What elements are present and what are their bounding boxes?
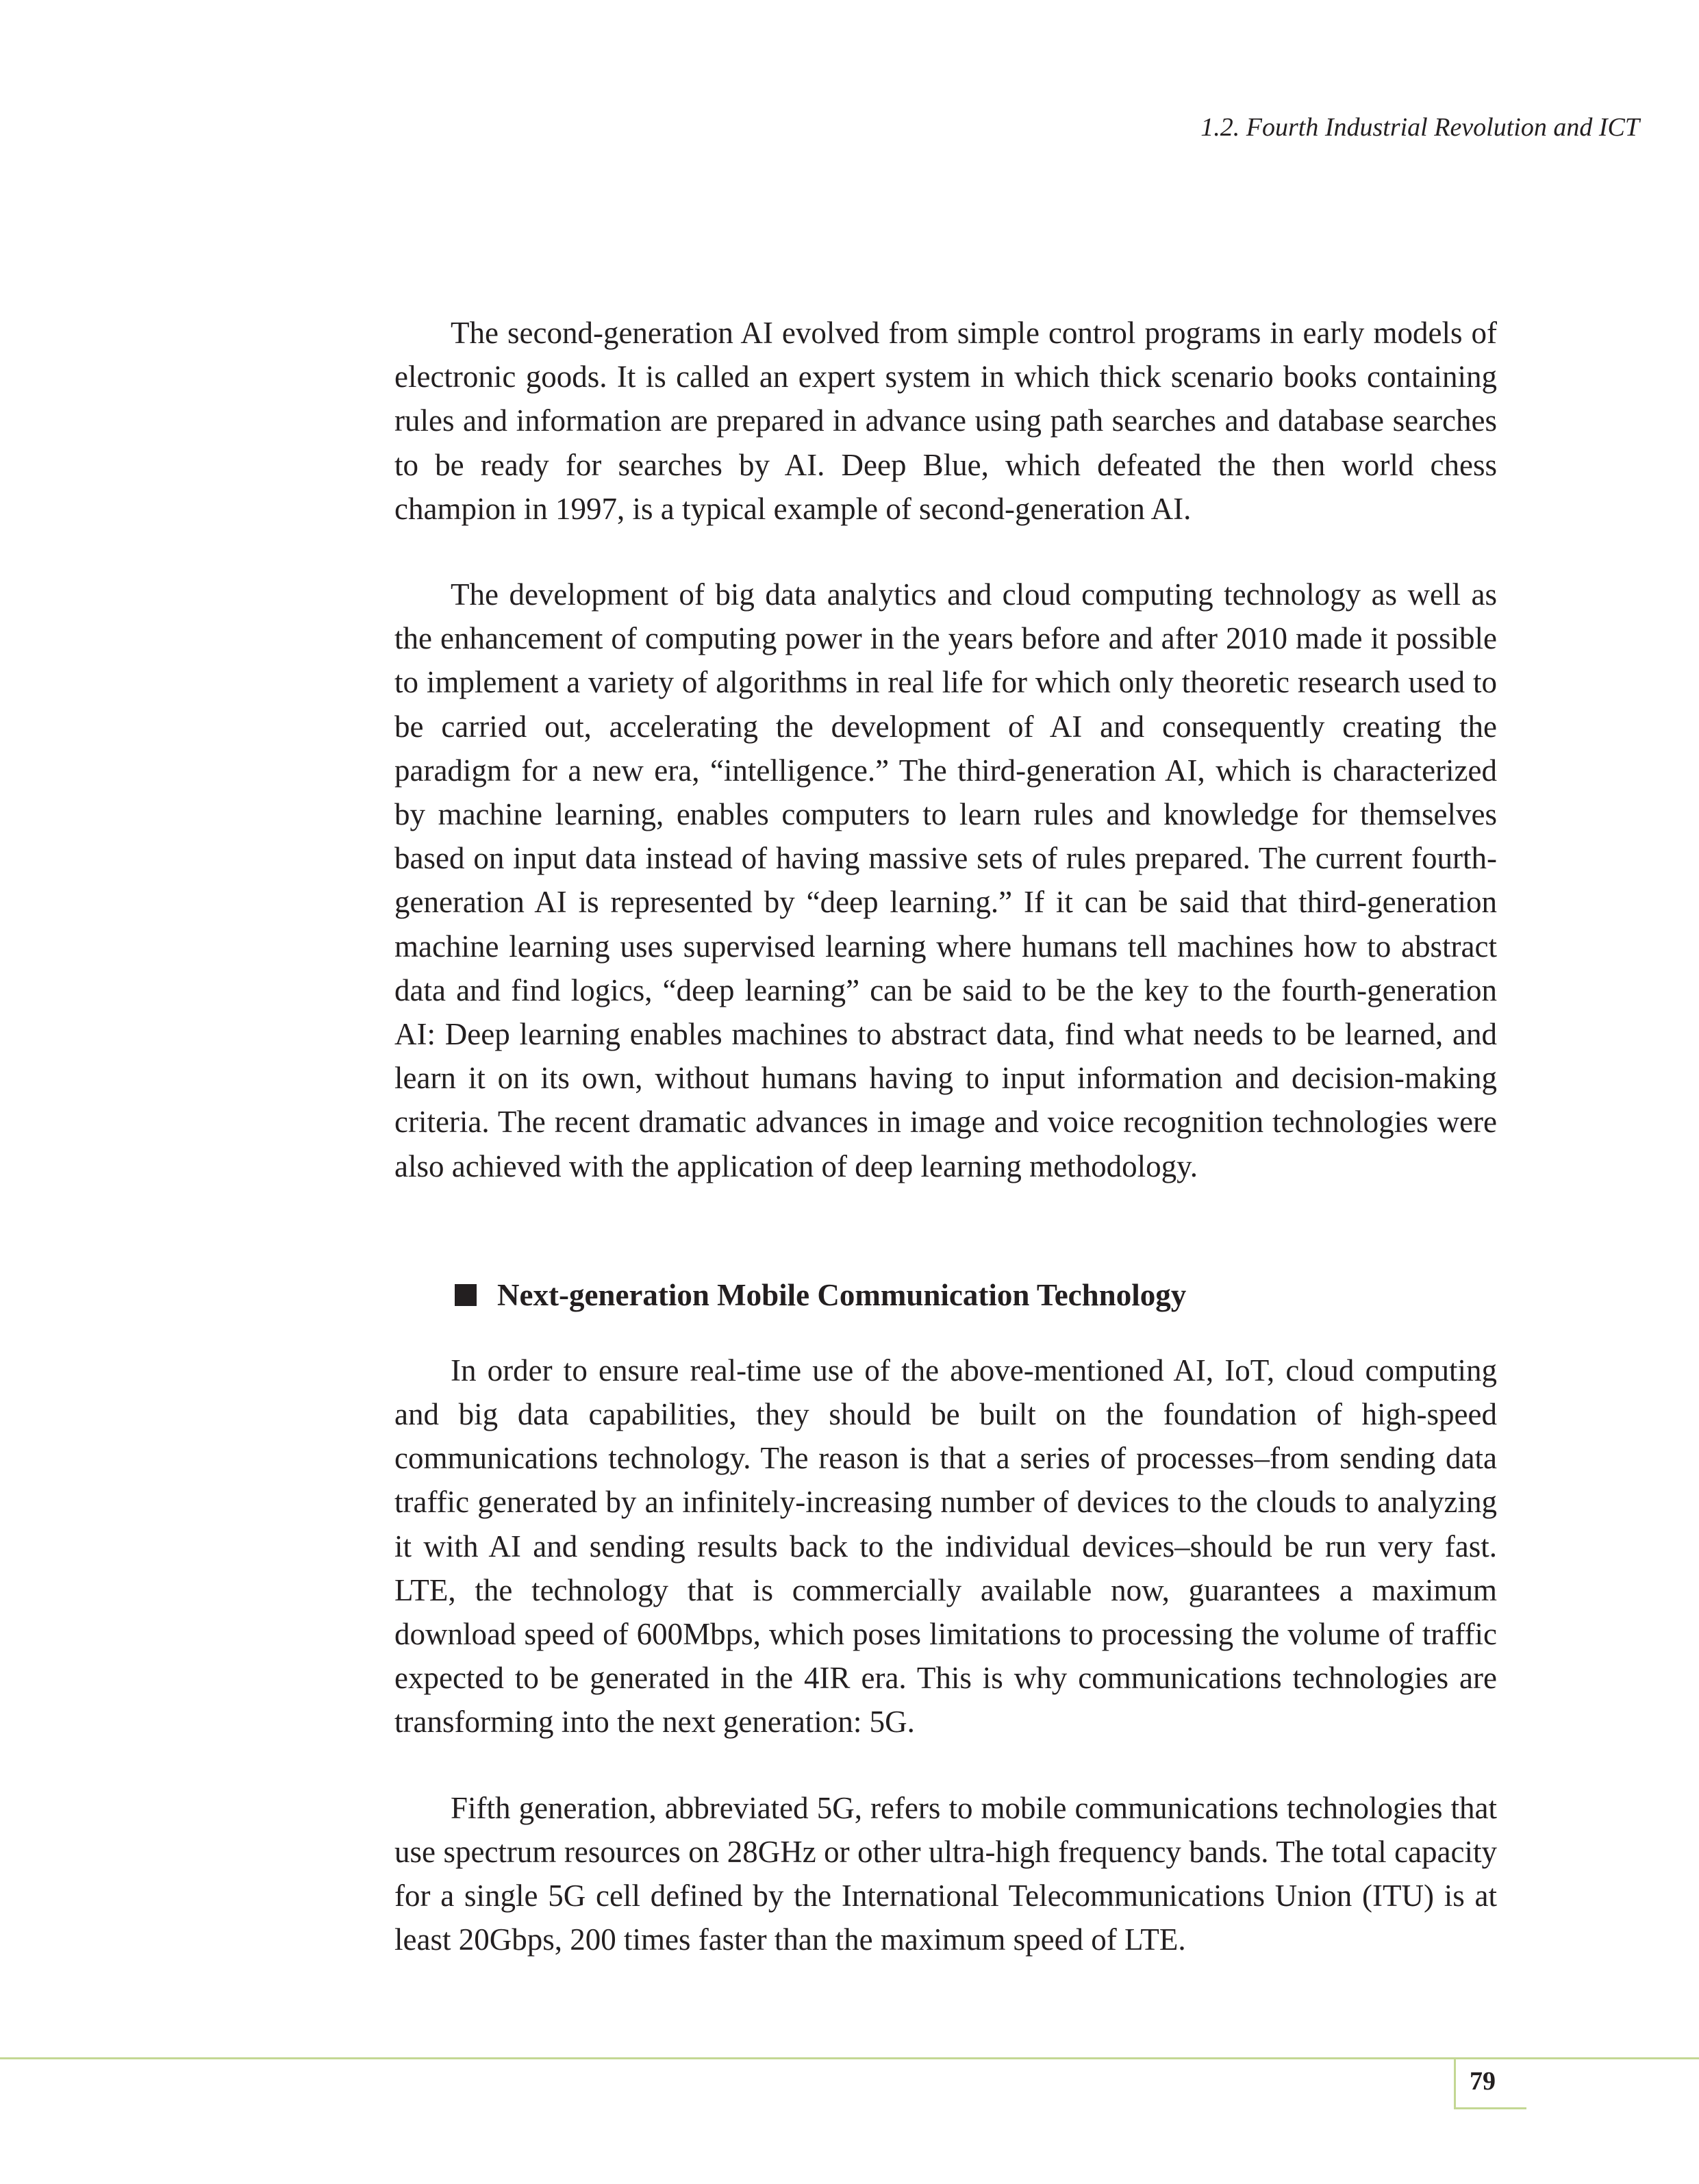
paragraph-second-generation-ai: The second-generation AI evolved from simple control programs in early models of electronic goods. It is called an expert system in which thick scenario books containing rules and information are prepared in advance using path searches and database searches to be ready for searches by AI. Deep Blue, which defeated the then world chess champion in 1997, is a typical example of second-generation AI.	[394, 316, 1497, 526]
square-bullet-icon	[455, 1284, 477, 1306]
page-body	[394, 311, 1497, 1962]
running-header: 1.2. Fourth Industrial Revolution and ICT	[1200, 113, 1639, 142]
paragraph-ai-development: The development of big data analytics and cloud computing technology as well as the enhancement of computing power in the years before and after 2010 made it possible to implement a variety of algorithms in real life for which only theoretic research used to be carried out, accelerating the development of AI and consequently creating the paradigm for a new era, “intelligence.” The third-generation AI, which is characterized by machine learning, enables computers to learn rules and knowledge for themselves based on input data instead of having massive sets of rules prepared. The current fourth-generation AI is represented by “deep learning.” If it can be said that third-generation machine learning uses supervised learning where humans tell machines how to abstract data and find logics, “deep learning” can be said to be the key to the fourth-generation AI: Deep learning enables machines to abstract data, find what needs to be learned, and learn it on its own, without humans having to input information and decision-making criteria. The recent dramatic advances in image and voice recognition technologies were also achieved with the application of deep learning methodology.	[394, 577, 1497, 1183]
page-number: 79	[1470, 2067, 1496, 2096]
page-number-box	[1454, 2057, 1526, 2109]
section-heading	[394, 1273, 1497, 1317]
section-heading-text: Next-generation Mobile Communication Technology	[497, 1277, 1187, 1312]
paragraph-realtime-communications: In order to ensure real-time use of the above-mentioned AI, IoT, cloud computing and big data capabilities, they should be built on the foundation of high-speed communications technology. The reason is that a series of processes–from sending data traffic generated by an infinitely-increasing number of devices to the clouds to analyzing it with AI and sending results back to the individual devices–should be run very fast. LTE, the technology that is commercially available now, guarantees a maximum download speed of 600Mbps, which poses limitations to processing the volume of traffic expected to be generated in the 4IR era. This is why communications technologies are transforming into the next generation: 5G.	[394, 1353, 1497, 1740]
footer-rule	[0, 2057, 1699, 2059]
paragraph-5g-definition: Fifth generation, abbreviated 5G, refers to mobile communications technologies that use spectrum resources on 28GHz or other ultra-high frequency bands. The total capacity for a single 5G cell defined by the International Telecommunications Union (ITU) is at least 20Gbps, 200 times faster than the maximum speed of LTE.	[394, 1790, 1497, 1957]
